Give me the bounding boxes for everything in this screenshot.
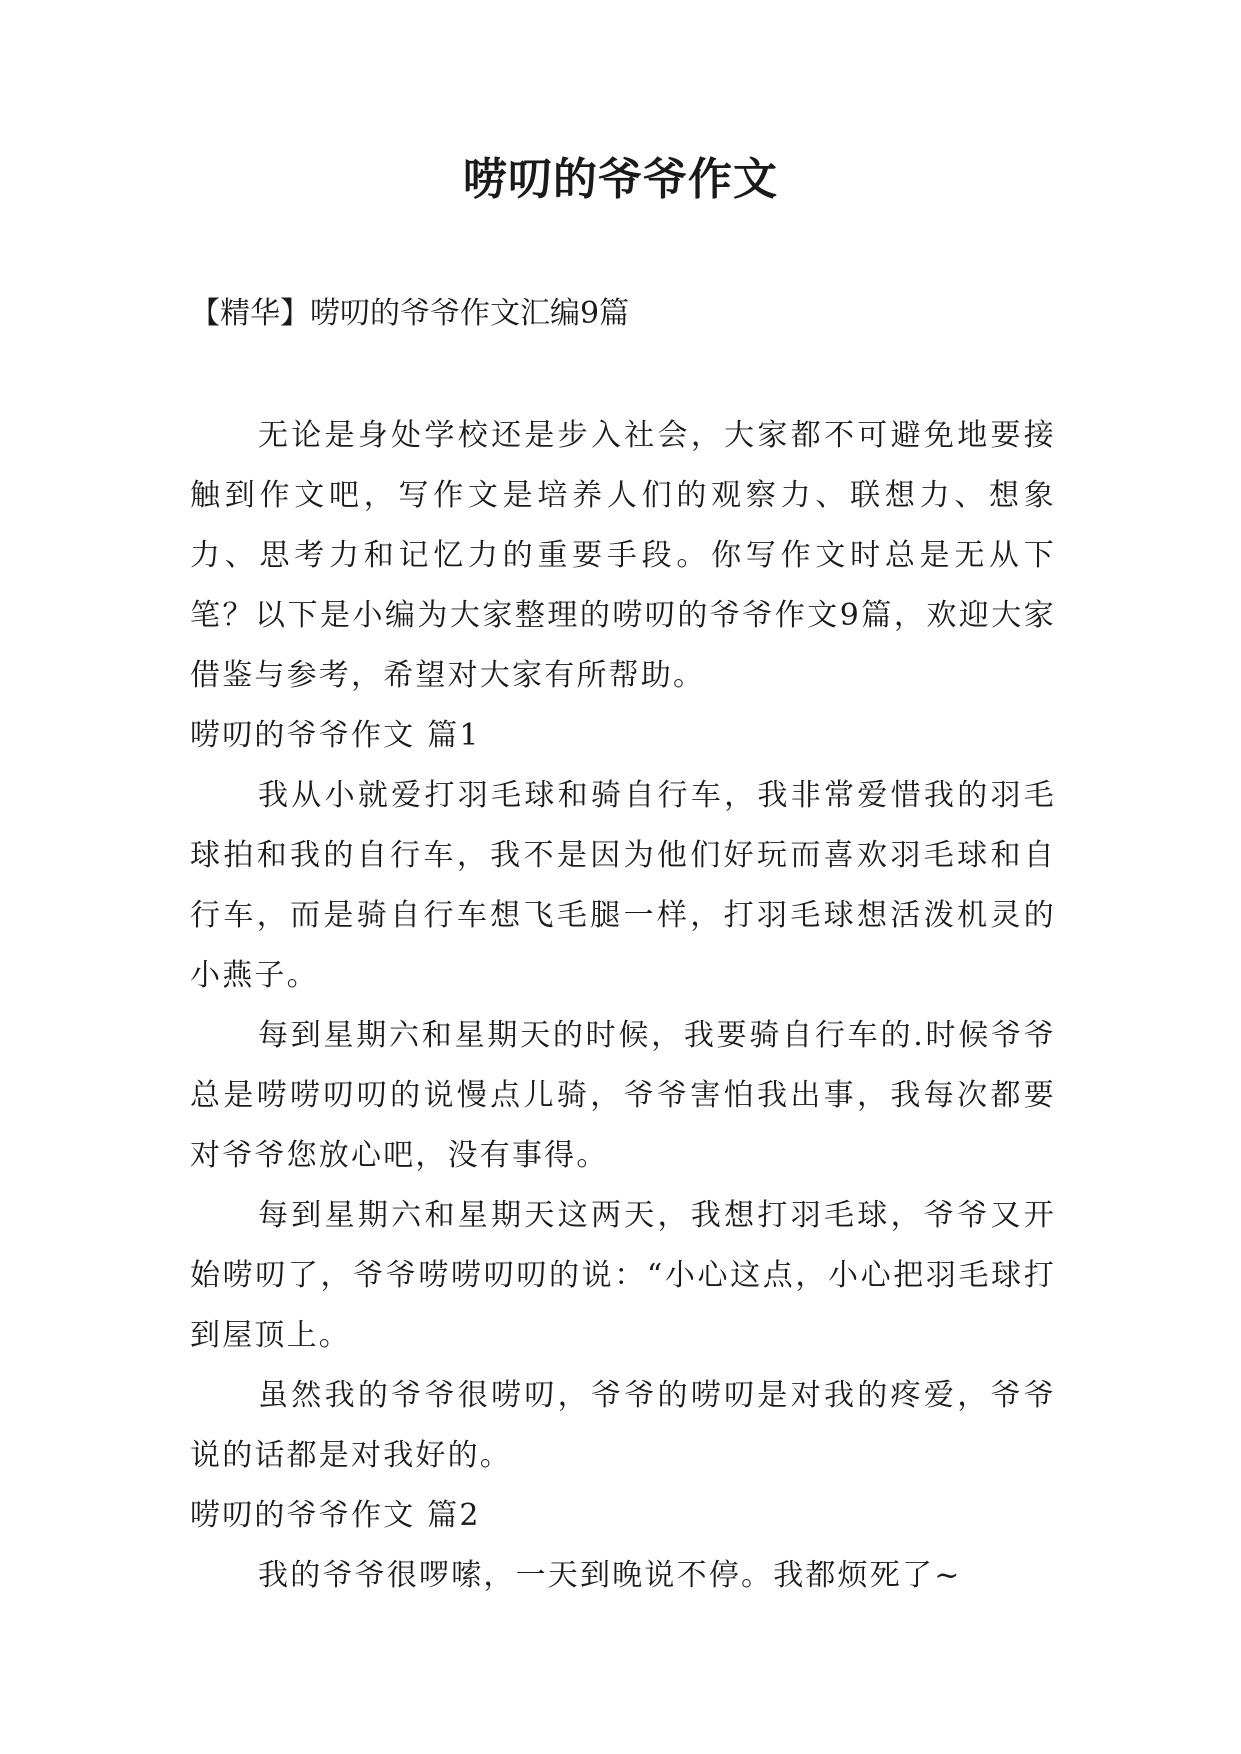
document-body (190, 406, 1056, 1606)
document-title: 唠叨的爷爷作文 (463, 154, 778, 205)
section-1-paragraph-4: 虽然我的爷爷很唠叨，爷爷的唠叨是对我的疼爱，爷爷说的话都是对我好的。 (190, 1378, 1056, 1473)
intro-paragraph: 无论是身处学校还是步入社会，大家都不可避免地要接触到作文吧，写作文是培养人们的观察力、联想力、想象力、思考力和记忆力的重要手段。你写作文时总是无从下笔？以下是小编为大家整理的唠叨的爷爷作文9篇，欢迎大家借鉴与参考，希望对大家有所帮助。 (190, 418, 1056, 693)
section-1-paragraph-3: 每到星期六和星期天这两天，我想打羽毛球，爷爷又开始唠叨了，爷爷唠唠叨叨的说：“小心这点，小心把羽毛球打到屋顶上。 (190, 1198, 1056, 1353)
section-1-paragraph-2: 每到星期六和星期天的时候，我要骑自行车的.时候爷爷总是唠唠叨叨的说慢点儿骑，爷爷害怕我出事，我每次都要对爷爷您放心吧，没有事得。 (190, 1018, 1056, 1173)
section-heading-1: 唠叨的爷爷作文 篇1 (190, 718, 481, 753)
document-subtitle: 【精华】唠叨的爷爷作文汇编9篇 (190, 296, 630, 331)
section-1-paragraph-1: 我从小就爱打羽毛球和骑自行车，我非常爱惜我的羽毛球拍和我的自行车，我不是因为他们好玩而喜欢羽毛球和自行车，而是骑自行车想飞毛腿一样，打羽毛球想活泼机灵的小燕子。 (190, 778, 1056, 993)
section-heading-2: 唠叨的爷爷作文 篇2 (190, 1498, 481, 1533)
section-2-paragraph-1: 我的爷爷很啰嗦，一天到晚说不停。我都烦死了~ (258, 1558, 962, 1593)
